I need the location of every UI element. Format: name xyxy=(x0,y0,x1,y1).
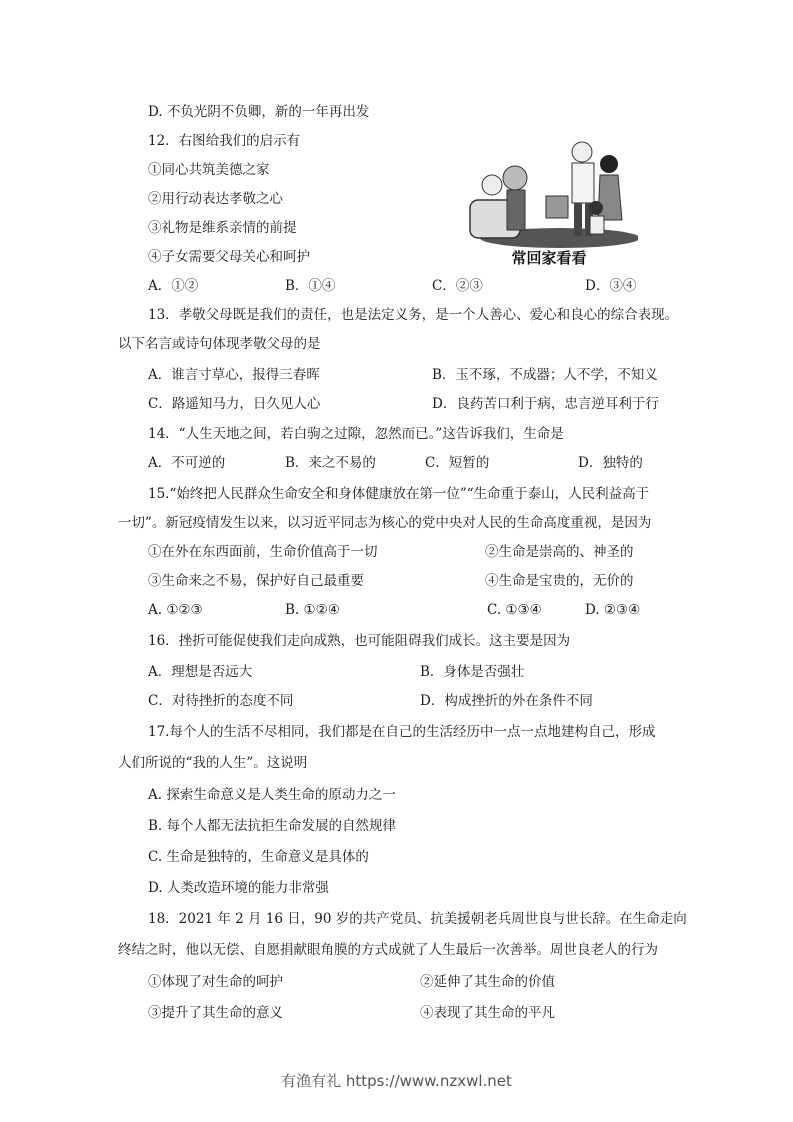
q18-statement-2: ②延伸了其生命的价值 xyxy=(420,974,555,990)
family-visit-illustration xyxy=(460,130,638,272)
q16-option-c: C．对待挫折的态度不同 xyxy=(148,693,294,709)
q18-stem-line2: 终结之时，他以无偿、自愿捐献眼角膜的方式成就了人生最后一次善举。周世良老人的行为 xyxy=(118,942,658,958)
footer-watermark: 有渔有礼 https://www.nzxwl.net xyxy=(281,1072,512,1090)
q14-option-d: D．独特的 xyxy=(578,455,643,471)
q12-statement-2: ②用行动表达孝敬之心 xyxy=(148,191,283,207)
q14-option-b: B．来之不易的 xyxy=(285,455,376,471)
q17-option-c: C. 生命是独特的，生命意义是具体的 xyxy=(148,849,369,865)
q12-option-b: B．①④ xyxy=(285,278,336,294)
q15-option-a: A. ①②③ xyxy=(148,602,203,618)
q12-option-d: D．③④ xyxy=(585,278,637,294)
q17-stem-line1: 17.每个人的生活不尽相同，我们都是在自己的生活经历中一点一点地建构自己，形成 xyxy=(148,724,656,740)
q14-option-c: C．短暂的 xyxy=(425,455,490,471)
q11-option-d: D. 不负光阴不负卿，新的一年再出发 xyxy=(148,104,370,120)
q16-stem: 16．挫折可能促使我们走向成熟，也可能阻碍我们成长。这主要是因为 xyxy=(148,633,571,649)
q18-statement-4: ④表现了其生命的平凡 xyxy=(420,1005,555,1021)
q15-option-d: D. ②③④ xyxy=(585,602,641,618)
q15-statement-4: ④生命是宝贵的，无价的 xyxy=(485,573,634,589)
q15-stem-line1: 15.“始终把人民群众生命安全和身体健康放在第一位”“生命重于泰山，人民利益高于 xyxy=(148,486,650,502)
q15-stem-line2: 一切”。新冠疫情发生以来，以习近平同志为核心的党中央对人民的生命高度重视，是因为 xyxy=(118,515,652,531)
q16-option-d: D．构成挫折的外在条件不同 xyxy=(420,693,593,709)
q13-option-c: C．路遥知马力，日久见人心 xyxy=(148,396,321,412)
q15-option-b: B. ①②④ xyxy=(285,602,340,618)
q13-option-d: D．良药苦口利于病，忠言逆耳利于行 xyxy=(432,396,659,412)
q16-option-a: A．理想是否远大 xyxy=(148,664,253,680)
q12-statement-4: ④子女需要父母关心和呵护 xyxy=(148,249,310,265)
q17-option-b: B. 每个人都无法抗拒生命发展的自然规律 xyxy=(148,818,397,834)
q15-statement-1: ①在外在东西面前，生命价值高于一切 xyxy=(148,544,378,560)
q12-option-a: A．①② xyxy=(148,278,199,294)
q14-option-a: A．不可逆的 xyxy=(148,455,226,471)
q12-statement-3: ③礼物是维系亲情的前提 xyxy=(148,220,297,236)
q12-statement-1: ①同心共筑美德之家 xyxy=(148,162,270,178)
q13-option-b: B．玉不琢，不成器；人不学，不知义 xyxy=(432,367,658,383)
q12-option-c: C．②③ xyxy=(432,278,483,294)
q13-stem-line1: 13．孝敬父母既是我们的责任，也是法定义务，是一个人善心、爱心和良心的综合表现。 xyxy=(148,307,679,323)
q15-statement-2: ②生命是崇高的、神圣的 xyxy=(485,544,634,560)
q13-option-a: A．谁言寸草心，报得三春晖 xyxy=(148,367,320,383)
q15-option-c: C. ①③④ xyxy=(487,602,542,618)
illustration-caption: 常回家看看 xyxy=(511,249,587,267)
q18-statement-3: ③提升了其生命的意义 xyxy=(148,1005,283,1021)
q14-stem: 14．“人生天地之间，若白驹之过隙，忽然而已。”这告诉我们，生命是 xyxy=(148,426,564,442)
q17-option-d: D. 人类改造环境的能力非常强 xyxy=(148,880,329,896)
q12-stem: 12．右图给我们的启示有 xyxy=(148,133,301,149)
q18-statement-1: ①体现了对生命的呵护 xyxy=(148,974,283,990)
q16-option-b: B．身体是否强壮 xyxy=(420,664,525,680)
q18-stem-line1: 18．2021 年 2 月 16 日，90 岁的共产党员、抗美援朝老兵周世良与世长辞。在生命走向 xyxy=(148,911,687,927)
q13-stem-line2: 以下名言或诗句体现孝敬父母的是 xyxy=(118,336,321,352)
q17-option-a: A. 探索生命意义是人类生命的原动力之一 xyxy=(148,787,396,803)
q15-statement-3: ③生命来之不易，保护好自己最重要 xyxy=(148,573,364,589)
q17-stem-line2: 人们所说的“我的人生”。这说明 xyxy=(118,755,308,771)
